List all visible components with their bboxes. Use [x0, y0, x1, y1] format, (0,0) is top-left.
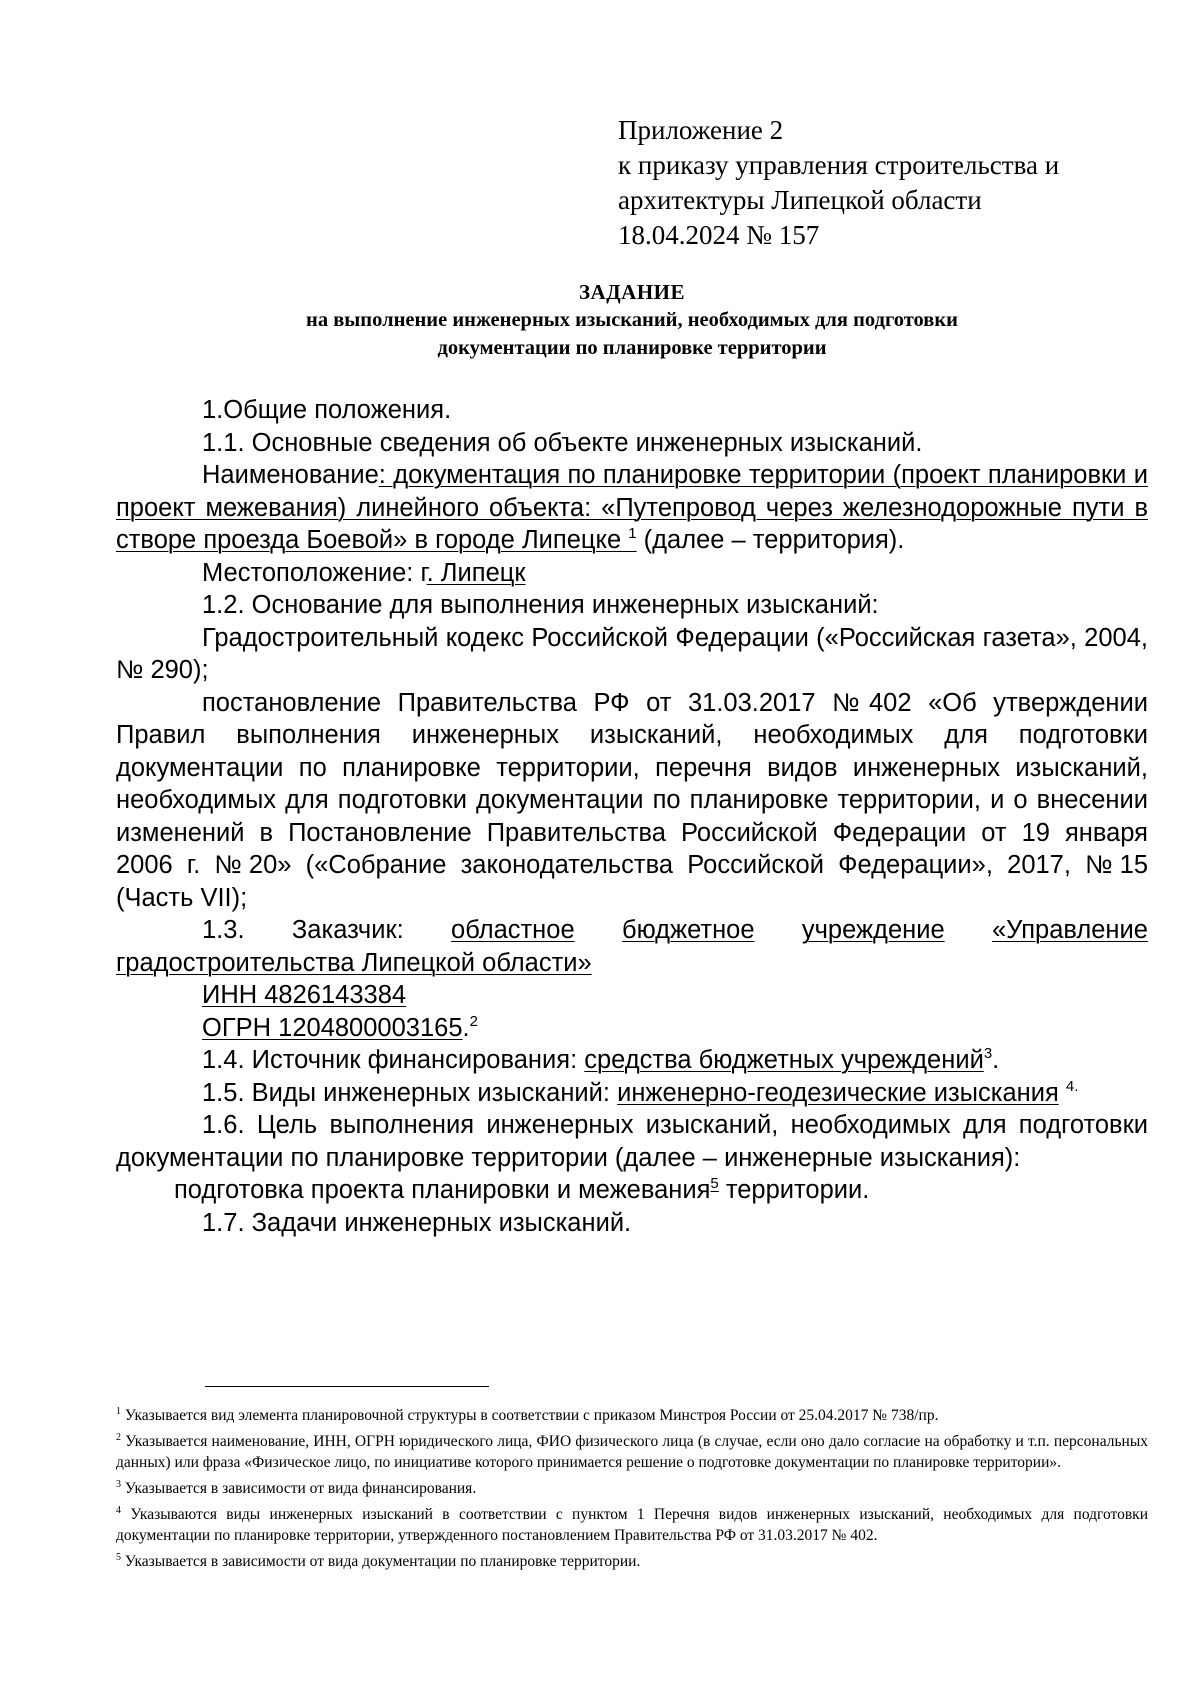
- object-name-tail: (далее – территория).: [636, 526, 905, 554]
- location-value: . Липецк: [426, 558, 526, 587]
- customer-line: [116, 914, 1148, 947]
- clause-1-1: 1.1. Основные сведения об объекте инженерных изысканий.: [202, 428, 923, 457]
- footnotes: [116, 1405, 1148, 1577]
- customer-word-4: «Управление: [991, 916, 1148, 944]
- customer-ogrn: ОГРН 1204800003165.$^2$: [202, 1012, 478, 1042]
- object-name-paragraph: [116, 459, 1148, 557]
- document-subtitle-line1: на выполнение инженерных изысканий, необходимых для подготовки: [306, 309, 958, 331]
- object-name-label: Наименование: [202, 461, 379, 489]
- footnote-2: $^2$ Указывается наименование, ИНН, ОГРН юридического лица, ФИО физического лица (в случае, если оно дало согласие на обработку и т.п. персональных данных) или фраза «Физическое лицо, по инициативе которого принимается решение о подготовке документации по планировке территории».: [116, 1432, 1148, 1471]
- customer-word-2: бюджетное: [621, 916, 755, 944]
- footnote-4: $^4$ Указываются виды инженерных изысканий в соответствии с пунктом 1 Перечня видов инженерных изысканий, необходимых для подготовки документации по планировке территории, утвержденного постановлением Правительства РФ от 31.03.2017 № 402.: [116, 1505, 1148, 1544]
- clause-1-6: 1.6. Цель выполнения инженерных изысканий, необходимых для подготовки документации по планировке территории (далее – инженерные изыскания):: [116, 1111, 1148, 1172]
- customer-word-3: учреждение: [801, 916, 945, 944]
- goal-value: подготовка проекта планировки и межевания$^5$ территории.: [174, 1175, 870, 1204]
- appendix-number: Приложение 2: [618, 115, 784, 145]
- document-subtitle-line2: документации по планировке территории: [437, 337, 827, 359]
- appendix-order-ref: к приказу управления строительства и: [618, 150, 1060, 180]
- section-1-title: 1.Общие положения.: [202, 396, 452, 424]
- basis-government-resolution: постановление Правительства РФ от 31.03.2017 №402 «Об утверждении Правил выполнения инженерных изысканий, необходимых для подготовки документации по планировке территории, перечня видов инженерных изысканий, необходимых для подготовки документации по планировке территории, и о внесении изменений в Постановление Правительства Российской Федерации от 19 января 2006 г. №20» («Собрание законодательства Российской Федерации», 2017, №15 (Часть VII);: [116, 688, 1148, 912]
- funding-value: средства бюджетных учреждений: [584, 1046, 984, 1074]
- survey-types-value: инженерно-геодезические изыскания: [617, 1078, 1059, 1107]
- footnote-5: $^5$ Указывается в зависимости от вида документации по планировке территории.: [116, 1552, 641, 1570]
- footnote-3: $^3$ Указывается в зависимости от вида финансирования.: [116, 1479, 477, 1497]
- location-label: Местоположение: г: [202, 558, 427, 587]
- location-paragraph: [116, 557, 1148, 590]
- document-title: ЗАДАНИЕ: [578, 280, 686, 304]
- clause-1-7: 1.7. Задачи инженерных изысканий.: [202, 1208, 632, 1237]
- document-heading: [116, 278, 1148, 362]
- footnote-ref-5[interactable]: 5: [710, 1175, 719, 1192]
- clause-1-2: 1.2. Основание для выполнения инженерных изысканий:: [202, 591, 879, 619]
- footnote-ref-4[interactable]: 4.: [1065, 1077, 1079, 1095]
- basis-urban-code: Градостроительный кодекс Российской Федерации («Российская газета», 2004, № 290);: [116, 623, 1148, 684]
- footnote-separator: [205, 1386, 489, 1387]
- footnote-ref-2[interactable]: 2: [469, 1012, 478, 1030]
- appendix-date-number: 18.04.2024 № 157: [618, 220, 820, 250]
- clause-1-4: 1.4. Источник финансирования: средства бюджетных учреждений$^3$.: [202, 1045, 1000, 1074]
- clause-1-3-number: 1.3.: [202, 916, 245, 944]
- customer-label: Заказчик:: [291, 916, 404, 944]
- customer-line-2: градостроительства Липецкой области»: [116, 948, 592, 977]
- footnote-ref-3[interactable]: 3: [983, 1045, 993, 1062]
- clause-1-5: 1.5. Виды инженерных изысканий: инженерно-геодезические изыскания $^{4.}$: [202, 1077, 1079, 1107]
- appendix-block: [618, 113, 1178, 253]
- appendix-authority: архитектуры Липецкой области: [618, 185, 982, 215]
- object-name-value: : документация по планировке территории (проект планировки и проект межевания) линейного объекта: «Путепровод через железнодорожные пути в створе проезда Боевой» в городе Липецке $^1$: [116, 461, 1148, 554]
- footnote-1: $^1$ Указывается вид элемента планировочной структуры в соответствии с приказом Минстроя России от 25.04.2017 № 738/пр.: [116, 1406, 939, 1424]
- customer-inn: ИНН 4826143384: [202, 981, 407, 1009]
- document-body: [116, 394, 1148, 1239]
- customer-word-1: областное: [451, 916, 575, 944]
- footnote-ref-1[interactable]: 1: [628, 525, 637, 542]
